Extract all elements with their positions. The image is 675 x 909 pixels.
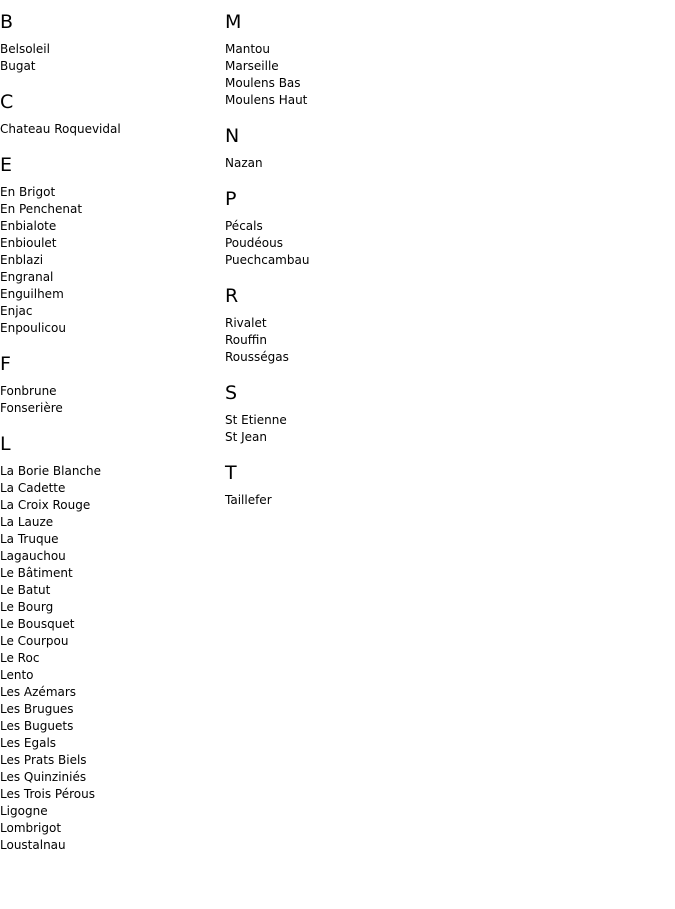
letter-section-t xyxy=(225,462,445,509)
place-link[interactable]: Enbialote xyxy=(0,219,57,233)
place-link[interactable]: La Borie Blanche xyxy=(0,464,102,478)
place-list xyxy=(225,492,445,509)
letter-section-l xyxy=(0,433,220,854)
place-link[interactable]: Marseille xyxy=(225,59,279,73)
place-link[interactable]: Pécals xyxy=(225,219,263,233)
place-list xyxy=(225,41,445,109)
place-list xyxy=(225,412,445,446)
place-link[interactable]: Les Azémars xyxy=(0,685,77,699)
letter-section-r xyxy=(225,285,445,366)
place-link[interactable]: Moulens Bas xyxy=(225,76,301,90)
letter-section-e xyxy=(0,154,220,337)
place-link[interactable]: Bugat xyxy=(0,59,36,73)
letter-section-p xyxy=(225,188,445,269)
place-list xyxy=(0,184,220,337)
place-link[interactable]: Enguilhem xyxy=(0,287,64,301)
place-link[interactable]: Taillefer xyxy=(225,493,272,507)
place-link[interactable]: La Truque xyxy=(0,532,59,546)
place-link[interactable]: Fonserière xyxy=(0,401,63,415)
place-link[interactable]: St Etienne xyxy=(225,413,287,427)
section-letter-heading: C xyxy=(0,91,14,113)
letter-section-m xyxy=(225,11,445,109)
place-link[interactable]: Les Prats Biels xyxy=(0,753,87,767)
place-list xyxy=(225,315,445,366)
place-link[interactable]: Nazan xyxy=(225,156,263,170)
place-link[interactable]: Enjac xyxy=(0,304,33,318)
section-letter-heading: T xyxy=(225,462,237,484)
place-link[interactable]: La Croix Rouge xyxy=(0,498,91,512)
place-link[interactable]: En Penchenat xyxy=(0,202,83,216)
index-column-right xyxy=(225,11,445,525)
section-letter-heading: S xyxy=(225,382,238,404)
place-list xyxy=(0,463,220,854)
section-letter-heading: L xyxy=(0,433,11,455)
place-link[interactable]: Ligogne xyxy=(0,804,48,818)
place-link[interactable]: Les Buguets xyxy=(0,719,74,733)
place-link[interactable]: Le Bâtiment xyxy=(0,566,73,580)
place-link[interactable]: Enblazi xyxy=(0,253,44,267)
place-link[interactable]: Enbioulet xyxy=(0,236,57,250)
index-column-left xyxy=(0,11,220,870)
place-link[interactable]: Le Bousquet xyxy=(0,617,75,631)
section-letter-heading: P xyxy=(225,188,237,210)
letter-section-f xyxy=(0,353,220,417)
place-link[interactable]: Rousségas xyxy=(225,350,289,364)
place-link[interactable]: La Cadette xyxy=(0,481,66,495)
place-link[interactable]: Lento xyxy=(0,668,34,682)
place-link[interactable]: Rivalet xyxy=(225,316,267,330)
place-link[interactable]: Les Brugues xyxy=(0,702,74,716)
place-link[interactable]: Rouffin xyxy=(225,333,267,347)
place-link[interactable]: Le Bourg xyxy=(0,600,54,614)
place-link[interactable]: Enpoulicou xyxy=(0,321,66,335)
letter-section-n xyxy=(225,125,445,172)
place-link[interactable]: Lagauchou xyxy=(0,549,66,563)
place-list xyxy=(0,383,220,417)
place-link[interactable]: Les Quinziniés xyxy=(0,770,87,784)
place-link[interactable]: Fonbrune xyxy=(0,384,57,398)
place-link[interactable]: Poudéous xyxy=(225,236,283,250)
place-link[interactable]: Mantou xyxy=(225,42,270,56)
section-letter-heading: N xyxy=(225,125,240,147)
place-link[interactable]: Moulens Haut xyxy=(225,93,308,107)
place-link[interactable]: Le Batut xyxy=(0,583,51,597)
section-letter-heading: B xyxy=(0,11,14,33)
letter-section-b xyxy=(0,11,220,75)
place-link[interactable]: Engranal xyxy=(0,270,54,284)
place-list xyxy=(0,41,220,75)
place-link[interactable]: En Brigot xyxy=(0,185,56,199)
place-link[interactable]: Belsoleil xyxy=(0,42,50,56)
place-link[interactable]: Chateau Roquevidal xyxy=(0,122,121,136)
place-list xyxy=(225,218,445,269)
letter-section-s xyxy=(225,382,445,446)
place-link[interactable]: Lombrigot xyxy=(0,821,62,835)
place-list xyxy=(225,155,445,172)
section-letter-heading: M xyxy=(225,11,242,33)
section-letter-heading: F xyxy=(0,353,11,375)
place-link[interactable]: Le Roc xyxy=(0,651,40,665)
place-link[interactable]: Puechcambau xyxy=(225,253,310,267)
place-list xyxy=(0,121,220,138)
place-link[interactable]: St Jean xyxy=(225,430,268,444)
section-letter-heading: E xyxy=(0,154,13,176)
place-link[interactable]: Les Egals xyxy=(0,736,57,750)
letter-section-c xyxy=(0,91,220,138)
section-letter-heading: R xyxy=(225,285,239,307)
place-link[interactable]: Loustalnau xyxy=(0,838,66,852)
place-link[interactable]: Le Courpou xyxy=(0,634,69,648)
place-link[interactable]: Les Trois Pérous xyxy=(0,787,95,801)
place-link[interactable]: La Lauze xyxy=(0,515,54,529)
